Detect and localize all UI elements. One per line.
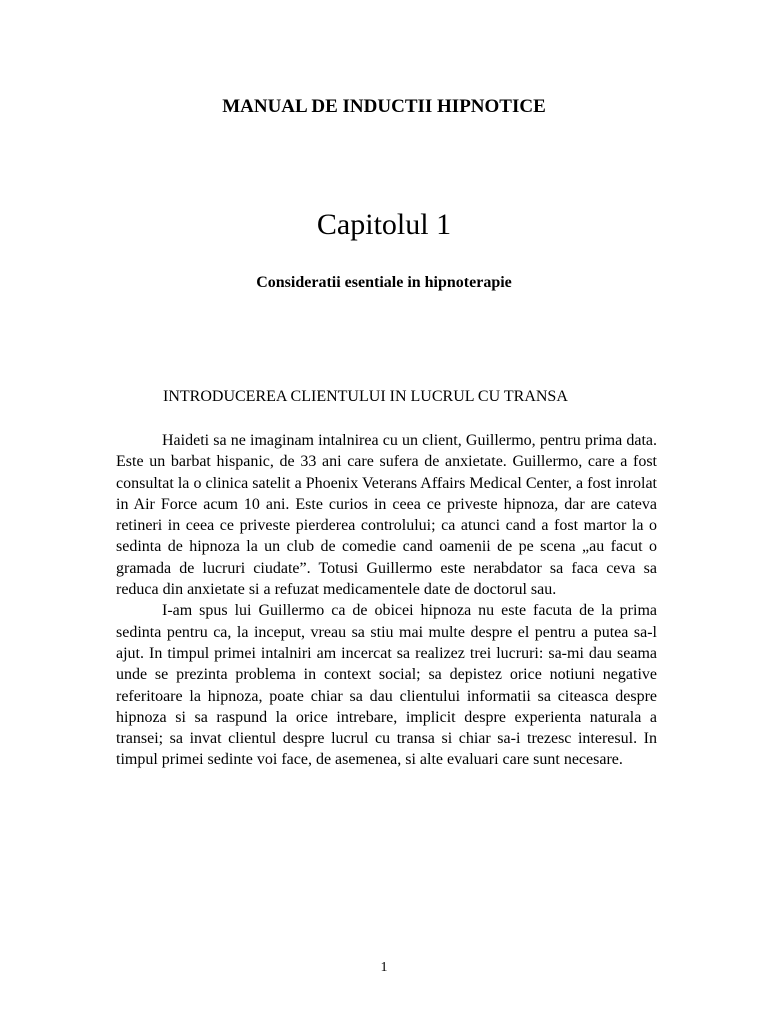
page-number: 1 [380, 960, 388, 975]
body-text [116, 430, 657, 771]
paragraph-2: I-am spus lui Guillermo ca de obicei hipnoza nu este facuta de la prima sedinta pentru ca, la inceput, vreau sa stiu mai multe despre el pentru a putea sa-l ajut. In timpul primei intalniri am incercat sa realizez trei lucruri: sa-mi dau seama unde se prezinta problema in context social; sa depistez orice notiuni negative referitoare la hipnoza, poate chiar sa dau clientului informatii sa citeasca despre hipnoza si sa raspund la orice intrebare, implicit despre experienta naturala a transei; sa invat clientul despre lucrul cu transa si chiar sa-i trezesc interesul. In timpul primei sedinte voi face, de asemenea, si alte evaluari care sunt necesare. [116, 602, 657, 769]
book-title: MANUAL DE INDUCTII HIPNOTICE [222, 96, 546, 117]
chapter-subtitle: Consideratii esentiale in hipnoterapie [256, 274, 512, 291]
paragraph-1: Haideti sa ne imaginam intalnirea cu un client, Guillermo, pentru prima data. Este un barbat hispanic, de 33 ani care sufera de anxietate. Guillermo, care a fost consultat la o clinica satelit a Phoenix Veterans Affairs Medical Center, a fost inrolat in Air Force acum 10 ani. Este curios in ceea ce priveste hipnoza, dar are cateva retineri in ceea ce priveste pierderea controlului; ca atunci cand a fost martor la o sedinta de hipnoza la un club de comedie cand oamenii de pe scena „au facut o gramada de lucruri ciudate”. Totusi Guillermo este nerabdator sa faca ceva sa reduca din anxietate si a refuzat medicamentele date de doctorul sau. [116, 432, 657, 599]
chapter-title: Capitolul 1 [316, 208, 452, 241]
section-heading: INTRODUCEREA CLIENTULUI IN LUCRUL CU TRANSA [163, 388, 568, 405]
